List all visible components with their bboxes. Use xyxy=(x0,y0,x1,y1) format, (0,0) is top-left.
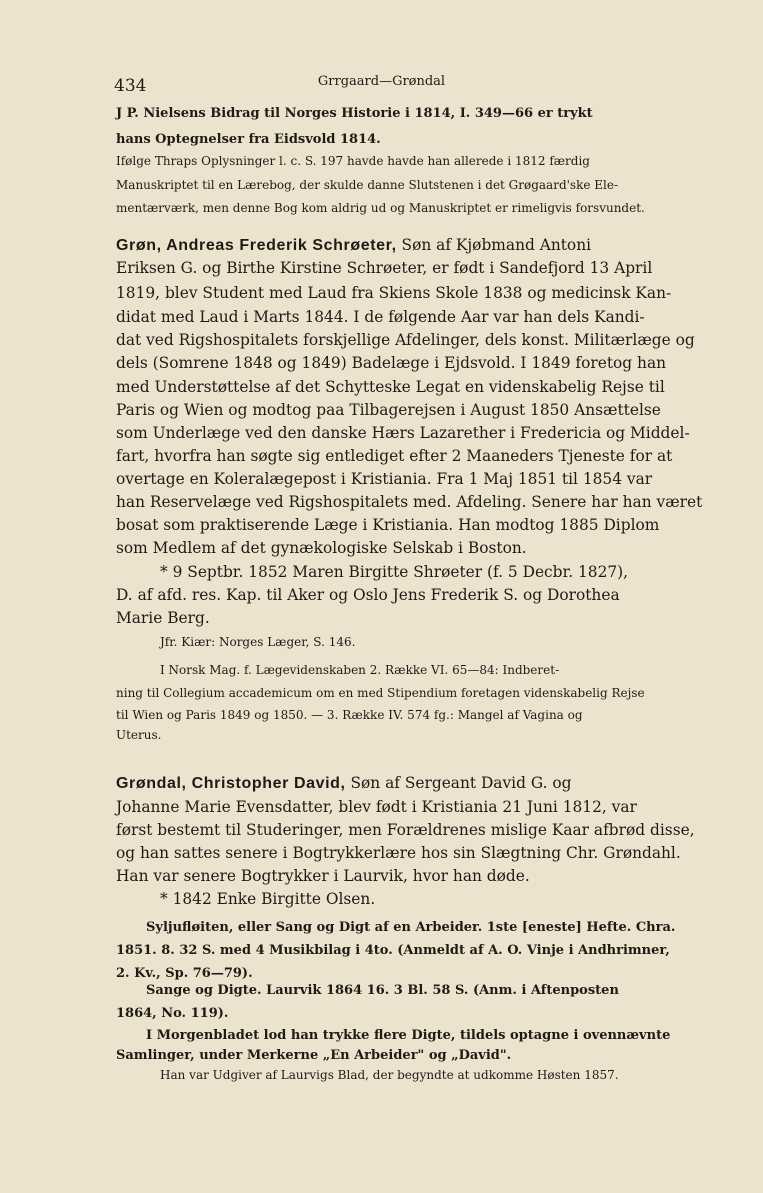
text-line: mentærværk, men denne Bog kom aldrig ud og Manuskriptet er rimeligvis forsvundet. xyxy=(116,201,645,215)
text-line: Sange og Digte. Laurvik 1864 16. 3 Bl. 58 S. (Anm. i Aftenposten xyxy=(146,983,619,998)
text-line: * 9 Septbr. 1852 Maren Birgitte Shrøeter (f. 5 Decbr. 1827), xyxy=(160,563,629,581)
page-number: 434 xyxy=(114,76,147,96)
text-line: fart, hvorfra han søgte sig entlediget efter 2 Maaneders Tjeneste for at xyxy=(116,447,673,465)
text-line: Paris og Wien og modtog paa Tilbagerejsen i August 1850 Ansættelse xyxy=(116,401,661,419)
text-line: Han var senere Bogtrykker i Laurvik, hvor han døde. xyxy=(116,867,530,885)
text-line: Syljufløiten, eller Sang og Digt af en Arbeider. 1ste [eneste] Hefte. Chra. xyxy=(146,920,676,935)
text-line: 1851. 8. 32 S. med 4 Musikbilag i 4to. (Anmeldt af A. O. Vinje i Andhrimner, xyxy=(116,943,670,958)
text-line: I Norsk Mag. f. Lægevidenskaben 2. Række VI. 65—84: Indberet- xyxy=(160,663,560,677)
text-line: J P. Nielsens Bidrag til Norges Historie i 1814, I. 349—66 er trykt xyxy=(116,106,593,121)
text-line: 2. Kv., Sp. 76—79). xyxy=(116,966,253,981)
text-line: hans Optegnelser fra Eidsvold 1814. xyxy=(116,132,381,147)
text-line: didat med Laud i Marts 1844. I de følgende Aar var han dels Kandi- xyxy=(116,308,645,326)
entry-heading-gron: Grøn, Andreas Frederik Schrøeter, Søn af Kjøbmand Antoni xyxy=(116,236,592,254)
text-line: Marie Berg. xyxy=(116,609,210,627)
text-line: dat ved Rigshospitalets forskjellige Afdelinger, dels konst. Militærlæge og xyxy=(116,331,695,349)
text-line: ning til Collegium accademicum om en med Stipendium foretagen videnskabelig Rejse xyxy=(116,686,645,700)
text-line: bosat som praktiserende Læge i Kristiania. Han modtog 1885 Diplom xyxy=(116,516,660,534)
text-line: Han var Udgiver af Laurvigs Blad, der begyndte at udkomme Høsten 1857. xyxy=(160,1068,619,1082)
text-line: med Understøttelse af det Schytteske Legat en videnskabelig Rejse til xyxy=(116,378,665,396)
text-line: Johanne Marie Evensdatter, blev født i Kristiania 21 Juni 1812, var xyxy=(116,798,637,816)
text-line: dels (Somrene 1848 og 1849) Badelæge i Ejdsvold. I 1849 foretog han xyxy=(116,354,667,372)
text-line: 1819, blev Student med Laud fra Skiens Skole 1838 og medicinsk Kan- xyxy=(116,284,672,302)
text-line: Uterus. xyxy=(116,728,162,742)
text-line: som Medlem af det gynækologiske Selskab i Boston. xyxy=(116,539,527,557)
text-line: 1864, No. 119). xyxy=(116,1006,229,1021)
text-line: først bestemt til Studeringer, men Forældrenes mislige Kaar afbrød disse, xyxy=(116,821,695,839)
text-line: til Wien og Paris 1849 og 1850. — 3. Række IV. 574 fg.: Mangel af Vagina og xyxy=(116,708,583,722)
text-line: D. af afd. res. Kap. til Aker og Oslo Jens Frederik S. og Dorothea xyxy=(116,586,620,604)
text-line: Ifølge Thraps Oplysninger l. c. S. 197 havde havde han allerede i 1812 færdig xyxy=(116,154,590,168)
text-line: og han sattes senere i Bogtrykkerlære hos sin Slægtning Chr. Grøndahl. xyxy=(116,844,681,862)
text-line: han Reservelæge ved Rigshospitalets med. Afdeling. Senere har han været xyxy=(116,493,703,511)
text-line: I Morgenbladet lod han trykke flere Digte, tildels optagne i ovennævnte xyxy=(146,1028,671,1043)
text-line: Manuskriptet til en Lærebog, der skulde danne Slutstenen i det Grøgaard'ske Ele- xyxy=(116,178,619,192)
running-head: Grrgaard—Grøndal xyxy=(317,74,446,89)
text-line: Samlinger, under Merkerne „En Arbeider" og „David". xyxy=(116,1048,512,1063)
text-line: overtage en Koleralægepost i Kristiania. Fra 1 Maj 1851 til 1854 var xyxy=(116,470,653,488)
text-line: Eriksen G. og Birthe Kirstine Schrøeter, er født i Sandefjord 13 April xyxy=(116,259,653,277)
entry-heading-grondal: Grøndal, Christopher David, Søn af Sergeant David G. og xyxy=(116,774,572,792)
text-line: Jfr. Kiær: Norges Læger, S. 146. xyxy=(160,635,356,649)
text-line: som Underlæge ved den danske Hærs Lazarether i Fredericia og Middel- xyxy=(116,424,690,442)
text-line: * 1842 Enke Birgitte Olsen. xyxy=(160,890,376,908)
